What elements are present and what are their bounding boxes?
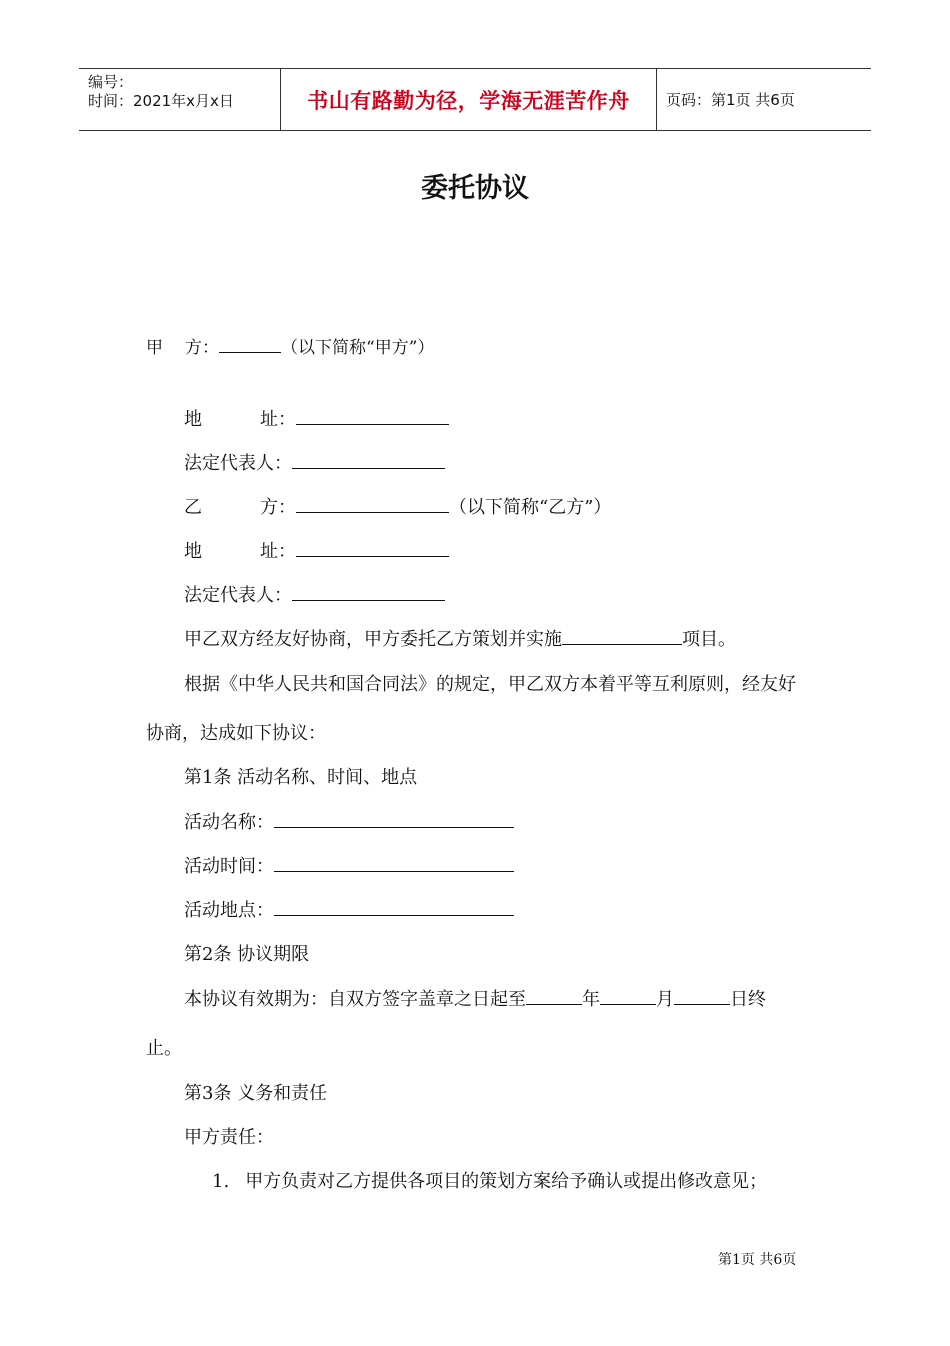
header-page-number: 页码：第1页 共6页	[666, 91, 795, 109]
day-blank	[674, 988, 730, 1005]
party-a-label-1: 甲	[146, 338, 163, 358]
intro-paragraph-1	[184, 628, 736, 651]
project-blank	[562, 628, 682, 645]
party-a-rep-blank	[292, 452, 445, 469]
address-label-1: 地	[184, 541, 202, 562]
header-motto: 书山有路勤为径，学海无涯苦作舟	[307, 88, 630, 113]
activity-time-blank	[274, 855, 514, 872]
party-b-rep-label: 法定代表人：	[184, 585, 292, 606]
party-a-line	[146, 336, 434, 359]
document-number-label: 编号：	[88, 73, 134, 91]
page-footer-number: 第1页 共6页	[718, 1252, 797, 1268]
activity-name-blank	[274, 811, 514, 828]
validity-text-before: 本协议有效期为：自双方签字盖章之日起至	[184, 989, 526, 1010]
party-b-address-blank	[296, 540, 449, 557]
party-b-label-2: 方：	[260, 497, 296, 518]
document-header	[79, 68, 871, 131]
activity-place-label: 活动地点：	[184, 900, 274, 921]
article-3-heading: 第3条 义务和责任	[184, 1083, 328, 1104]
month-blank	[600, 988, 656, 1005]
year-label: 年	[582, 989, 600, 1010]
month-label: 月	[656, 989, 674, 1010]
intro-paragraph-2-line1: 根据《中华人民共和国合同法》的规定，甲乙双方本着平等互利原则，经友好	[184, 674, 796, 695]
article-1-heading: 第1条 活动名称、时间、地点	[184, 767, 418, 788]
activity-name-line	[184, 811, 514, 834]
party-b-rep-line	[184, 584, 445, 607]
activity-place-blank	[274, 899, 514, 916]
duty-item-text: 甲方负责对乙方提供各项目的策划方案给予确认或提出修改意见；	[245, 1171, 768, 1192]
party-a-blank	[219, 336, 281, 353]
address-label-2: 址：	[260, 409, 296, 430]
party-a-rep-line	[184, 452, 445, 475]
intro-paragraph-2-line2: 协商，达成如下协议：	[146, 723, 326, 744]
header-info-cell	[79, 69, 280, 130]
party-b-line	[184, 496, 611, 519]
intro-text-before: 甲乙双方经友好协商，甲方委托乙方策划并实施	[184, 629, 562, 650]
party-b-address-line	[184, 540, 449, 563]
day-end-label: 日终	[730, 989, 766, 1010]
validity-line-2: 止。	[146, 1038, 182, 1059]
activity-place-line	[184, 899, 514, 922]
intro-text-after: 项目。	[682, 629, 736, 650]
address-label-2: 址：	[260, 541, 296, 562]
party-a-rep-label: 法定代表人：	[184, 453, 292, 474]
party-b-label-1: 乙	[184, 497, 202, 518]
party-b-blank	[296, 496, 449, 513]
activity-name-label: 活动名称：	[184, 812, 274, 833]
address-label-1: 地	[184, 409, 202, 430]
party-a-duty-label: 甲方责任：	[184, 1127, 274, 1148]
party-b-suffix: （以下简称“乙方”）	[449, 497, 612, 518]
header-motto-cell	[280, 69, 657, 130]
article-2-heading: 第2条 协议期限	[184, 944, 310, 965]
validity-line-1	[184, 988, 766, 1011]
duty-item-number: 1.	[212, 1171, 230, 1192]
activity-time-label: 活动时间：	[184, 856, 274, 877]
header-page-cell	[656, 69, 871, 130]
party-a-suffix: （以下简称“甲方”）	[281, 338, 435, 358]
duty-item-1	[212, 1171, 767, 1193]
party-b-rep-blank	[292, 584, 445, 601]
activity-time-line	[184, 855, 514, 878]
document-time-label: 时间：2021年x月x日	[88, 92, 234, 110]
document-title: 委托协议	[421, 173, 529, 204]
party-a-address-blank	[296, 408, 449, 425]
year-blank	[526, 988, 582, 1005]
party-a-address-line	[184, 408, 449, 431]
party-a-label-2: 方：	[185, 338, 219, 358]
